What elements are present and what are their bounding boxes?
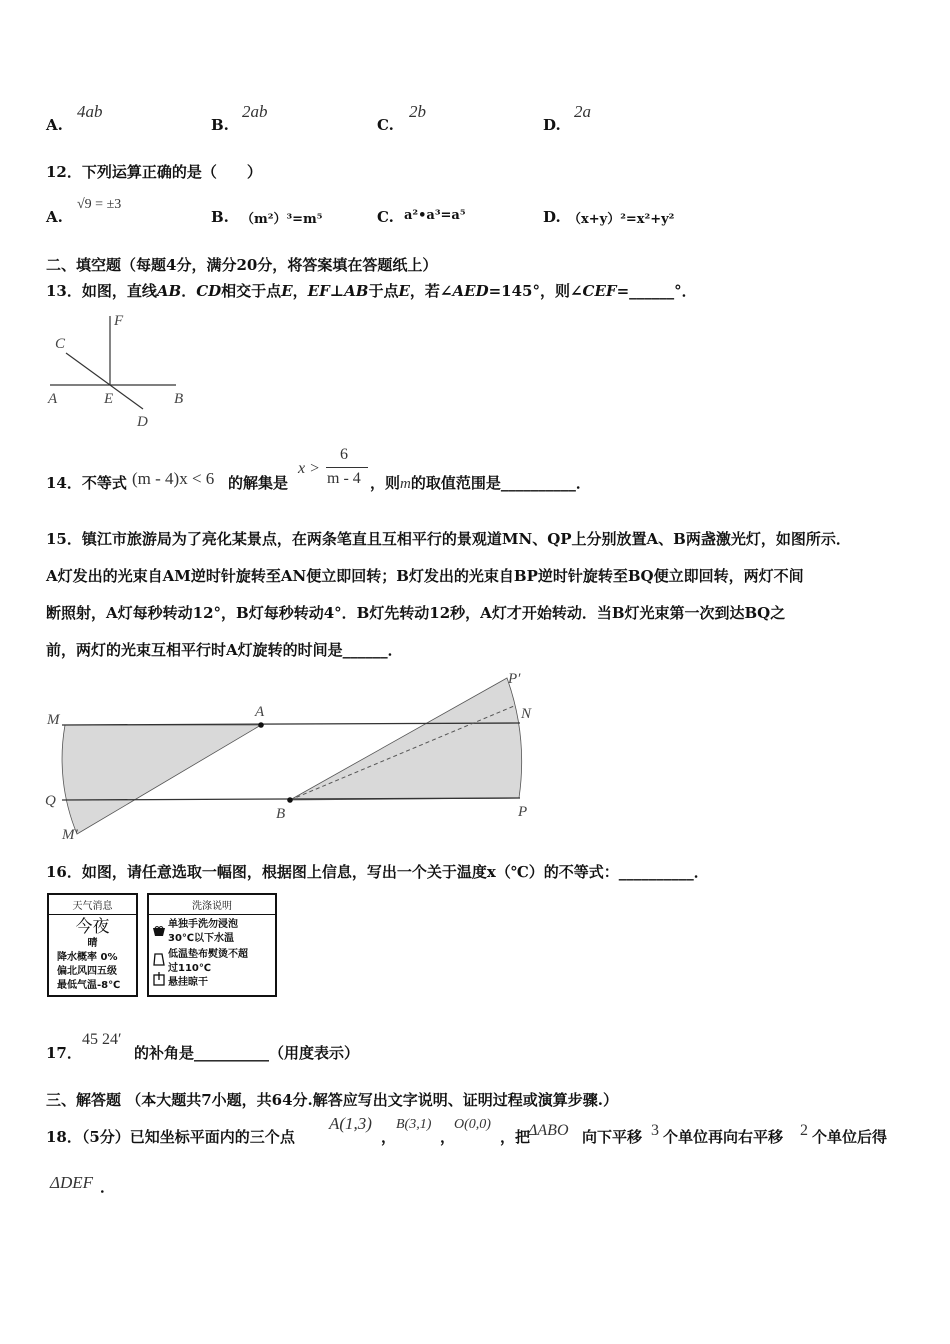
q18-move-right: 个单位再向右平移 [663, 1128, 784, 1146]
q14-m: m [400, 476, 411, 492]
hand-wash-icon [152, 925, 166, 937]
q18-move-down: 向下平移 [582, 1128, 643, 1146]
point-b [287, 797, 293, 803]
label-c: C [55, 336, 66, 352]
q13-sep: ． [181, 282, 197, 300]
washing-card-line-3: 低温垫布熨烫不超 [168, 949, 248, 960]
q18-comma-2: ， [440, 1128, 456, 1146]
weather-card-title: 天气消息 [49, 897, 136, 915]
q13-perp: ⊥ [329, 282, 345, 300]
label-p: P [518, 804, 528, 820]
q11-option-a-expr: 4ab [77, 102, 103, 121]
q14-fraction-bar [326, 467, 368, 468]
q12-option-d-letter: D. [543, 208, 561, 226]
q15-text [46, 521, 912, 669]
q13-text: ， [292, 282, 308, 300]
washing-card-title: 洗涤说明 [149, 897, 275, 915]
q13-text: 于点 [368, 282, 399, 300]
q18-point-a: A(1,3) [329, 1114, 372, 1133]
q13-cef: CEF [582, 282, 617, 300]
q12-option-a-expr: √9 = ±3 [77, 197, 122, 212]
q14-post [370, 472, 591, 493]
q11-option-c-letter: C. [377, 116, 394, 134]
q18-triangle-def: ΔDEF [50, 1173, 94, 1192]
q18-triangle-abo: ΔABO [528, 1122, 569, 1139]
q14-pre: 14．不等式 [46, 474, 127, 492]
q13-text: =145°，则∠ [488, 282, 583, 300]
hang-dry-icon [153, 972, 165, 986]
q14-solution-denominator: m - 4 [327, 470, 361, 487]
label-n: N [521, 706, 532, 722]
weather-card-precip: 降水概率 0% [57, 952, 118, 963]
q14-mid: 的解集是 [228, 474, 289, 492]
q18-comma-1: ， [381, 1128, 397, 1146]
q18-result: 个单位后得 [812, 1128, 888, 1146]
q13-text: 相交于点 [221, 282, 282, 300]
q11-option-b-expr: 2ab [242, 102, 268, 121]
q14-tail: 的取值范围是__________． [410, 474, 591, 492]
weather-card-low-temp: 最低气温-8℃ [57, 980, 121, 991]
weather-card [47, 893, 138, 997]
label-f: F [114, 313, 124, 329]
section-3-heading: 三、解答题 （本大题共7小题，共64分.解答应写出文字说明、证明过程或演算步骤.） [46, 1091, 618, 1109]
washing-card-line-2: 30℃以下水温 [168, 933, 235, 944]
q13-ab: AB [344, 282, 369, 300]
q11-option-a-letter: A. [46, 116, 63, 134]
label-p-prime: P′ [508, 671, 521, 687]
q13-ef: EF [307, 282, 330, 300]
q11-option-d-expr: 2a [574, 102, 591, 121]
q12-option-c-expr: a²•a³=a⁵ [404, 208, 466, 223]
washing-card-line-5: 悬挂晾干 [168, 977, 208, 988]
label-b: B [276, 806, 286, 822]
label-m-prime: M′ [62, 827, 78, 843]
label-e: E [104, 391, 114, 407]
q18-units-right: 2 [800, 1122, 808, 1139]
label-m: M [47, 712, 60, 728]
q13-e: E [398, 282, 410, 300]
label-d: D [137, 414, 148, 430]
q12-option-c-letter: C. [377, 208, 394, 226]
q13-text: ，若∠ [409, 282, 453, 300]
q11-option-b-letter: B. [211, 116, 229, 134]
sector-a [62, 725, 261, 834]
q14-solution-x: x > [298, 460, 320, 477]
washing-card-line-4: 过110℃ [168, 963, 211, 974]
iron-icon [153, 952, 165, 966]
sector-b [290, 678, 522, 800]
q13-tail: =______°． [616, 282, 697, 300]
washing-card-line-1: 单独手洗勿浸泡 [168, 919, 238, 930]
q12-stem: 12．下列运算正确的是（ ） [46, 163, 262, 181]
q13-cd: CD [196, 282, 222, 300]
q17-pre: 17． [46, 1044, 82, 1062]
q18-point-b: B(3,1) [396, 1117, 432, 1132]
weather-card-sunny: 晴 [87, 938, 98, 949]
point-a [258, 722, 264, 728]
label-a: A [48, 391, 58, 407]
q15-figure [40, 668, 560, 843]
q13-e: E [281, 282, 293, 300]
q18-pre: 18．（5分）已知坐标平面内的三个点 [46, 1128, 295, 1146]
label-q: Q [45, 793, 56, 809]
washing-card [147, 893, 277, 997]
q18-ba: ，把 [500, 1128, 531, 1146]
label-a: A [255, 704, 265, 720]
q13-stem [46, 280, 697, 301]
q13-figure [40, 308, 200, 433]
label-b: B [174, 391, 184, 407]
weather-card-wind: 偏北风四五级 [57, 966, 117, 977]
q15-line-2: A灯发出的光束自AM逆时针旋转至AN便立即回转；B灯发出的光束自BP逆时针旋转至BQ便立即回转，两灯不间 [46, 567, 804, 585]
section-2-heading: 二、填空题（每题4分，满分20分，将答案填在答题纸上） [46, 256, 438, 274]
q13-aed: AED [452, 282, 489, 300]
q14-inequality: (m - 4)x < 6 [132, 469, 215, 488]
q15-line-4: 前，两灯的光束互相平行时A灯旋转的时间是______． [46, 641, 403, 659]
weather-card-tonight: 今夜 [75, 917, 110, 937]
q17-angle: 45 24′ [82, 1031, 122, 1048]
q18-point-o: O(0,0) [454, 1117, 491, 1132]
q12-option-b-expr: （m²）³=m⁵ [241, 212, 323, 227]
q11-option-c-expr: 2b [409, 102, 426, 121]
q13-text: 13．如图，直线 [46, 282, 157, 300]
q12-option-d-expr: （x+y）²=x²+y² [568, 212, 675, 227]
q14-post-text: ，则 [370, 474, 401, 492]
q15-line-1: 15．镇江市旅游局为了亮化某景点，在两条笔直且互相平行的景观道MN、QP上分别放置A、B两盏激光灯，如图所示． [46, 530, 851, 548]
q13-ab: AB [156, 282, 182, 300]
q12-option-b-letter: B. [211, 208, 229, 226]
q17-tail: 的补角是__________（用度表示） [134, 1044, 360, 1062]
q18-end: ． [100, 1178, 116, 1196]
q11-option-d-letter: D. [543, 116, 561, 134]
q15-line-3: 断照射，A灯每秒转动12°，B灯每秒转动4°．B灯先转动12秒，A灯才开始转动．当B灯光束第一次到达BQ之 [46, 604, 786, 622]
q12-option-a-letter: A. [46, 208, 63, 226]
q14-solution-numerator: 6 [340, 446, 348, 463]
q18-units-down: 3 [651, 1122, 659, 1139]
q16-stem: 16．如图，请任意选取一幅图，根据图上信息，写出一个关于温度x（℃）的不等式：__________． [46, 863, 709, 881]
